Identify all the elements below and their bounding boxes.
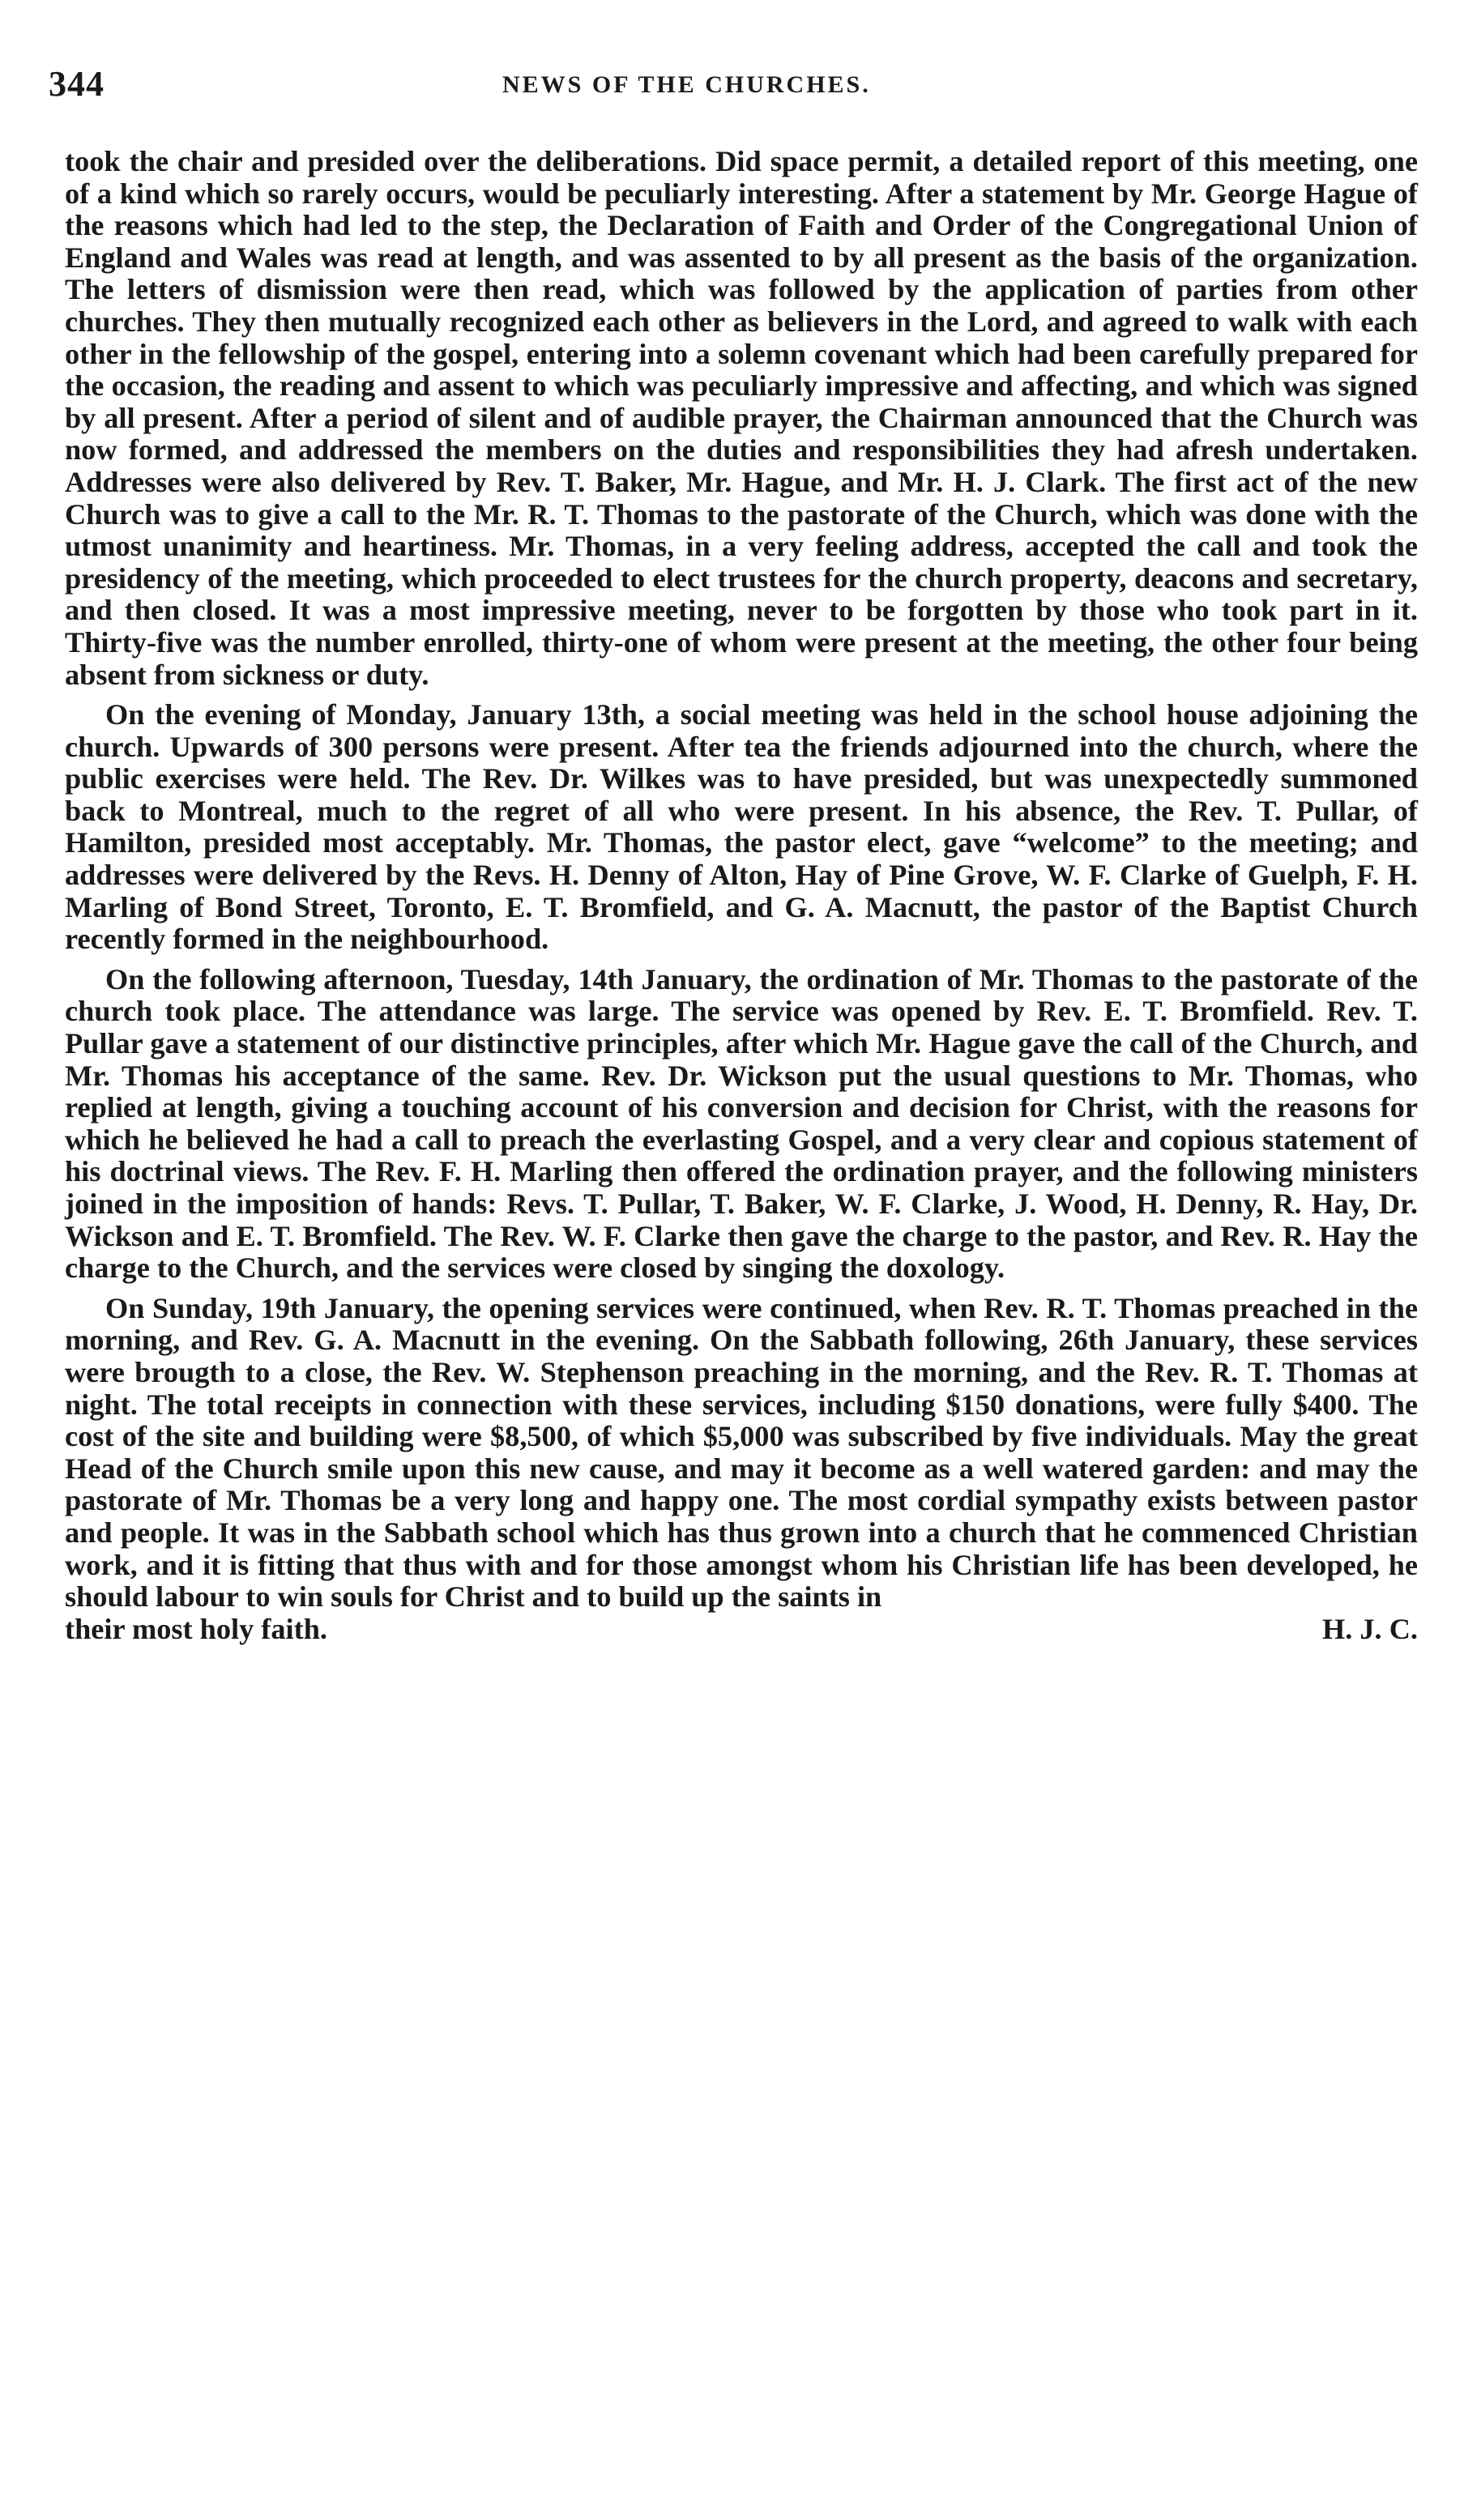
author-initials: H. J. C. xyxy=(1322,1612,1418,1645)
paragraph-2: On the evening of Monday, January 13th, a social meeting was held in the school house adjoining the church. Upwards of 300 persons were present. After tea the friends adjourned into the church, where the public exercises were held. The Rev. Dr. Wilkes was to have presided, but was unexpectedly summoned back to Montreal, much to the regret of all who were present. In his absence, the Rev. T. Pullar, of Hamilton, presided most acceptably. Mr. Thomas, the pastor elect, gave “welcome” to the meeting; and addresses were delivered by the Revs. H. Denny of Alton, Hay of Pine Grove, W. F. Clarke of Guelph, F. H. Marling of Bond Street, Toronto, E. T. Bromfield, and G. A. Macnutt, the pastor of the Baptist Church recently formed in the neighbourhood. xyxy=(65,698,1418,956)
article-body xyxy=(65,146,1418,1645)
running-title: NEWS OF THE CHURCHES. xyxy=(502,71,871,98)
page-number: 344 xyxy=(49,64,105,104)
page-header xyxy=(49,63,1426,112)
paragraph-4: On Sunday, 19th January, the opening services were continued, when Rev. R. T. Thomas preached in the morning, and Rev. G. A. Macnutt in the evening. On the Sabbath following, 26th January, these services were brougth to a close, the Rev. W. Stephenson preaching in the morning, and the Rev. R. T. Thomas at night. The total receipts in connection with these services, including $150 donations, were fully $400. The cost of the site and building were $8,500, of which $5,000 was subscribed by five individuals. May the great Head of the Church smile upon this new cause, and may it become as a well watered garden: and may the pastorate of Mr. Thomas be a very long and happy one. The most cordial sympathy exists between pastor and people. It was in the Sabbath school which has thus grown into a church that he commenced Christian work, and it is fitting that thus with and for those amongst whom his Christian life has been developed, he should labour to win souls for Christ and to build up the saints in xyxy=(65,1291,1418,1614)
signature-line xyxy=(65,1614,1418,1646)
closing-line: their most holy faith. xyxy=(65,1612,327,1645)
paragraph-3: On the following afternoon, Tuesday, 14th January, the ordination of Mr. Thomas to the pastorate of the church took place. The attendance was large. The service was opened by Rev. E. T. Bromfield. Rev. T. Pullar gave a statement of our distinctive principles, after which Mr. Hague gave the call of the Church, and Mr. Thomas his acceptance of the same. Rev. Dr. Wickson put the usual questions to Mr. Thomas, who replied at length, giving a touching account of his conversion and decision for Christ, with the reasons for which he believed he had a call to preach the everlasting Gospel, and a very clear and copious statement of his doctrinal views. The Rev. F. H. Marling then offered the ordination prayer, and the following ministers joined in the imposition of hands: Revs. T. Pullar, T. Baker, W. F. Clarke, J. Wood, H. Denny, R. Hay, Dr. Wickson and E. T. Bromfield. The Rev. W. F. Clarke then gave the charge to the pastor, and Rev. R. Hay the charge to the Church, and the services were closed by singing the doxology. xyxy=(65,962,1418,1285)
paragraph-1: took the chair and presided over the deliberations. Did space permit, a detailed report of this meeting, one of a kind which so rarely occurs, would be peculiarly interesting. After a statement by Mr. George Hague of the reasons which had led to the step, the Declaration of Faith and Order of the Congregational Union of England and Wales was read at length, and was assented to by all present as the basis of the organization. The letters of dismission were then read, which was followed by the application of parties from other churches. They then mutually recognized each other as believers in the Lord, and agreed to walk with each other in the fellowship of the gospel, entering into a solemn covenant which had been carefully prepared for the occasion, the reading and assent to which was peculiarly impressive and affecting, and which was signed by all present. After a period of silent and of audible prayer, the Chairman announced that the Church was now formed, and addressed the members on the duties and responsibilities they had afresh undertaken. Addresses were also delivered by Rev. T. Baker, Mr. Hague, and Mr. H. J. Clark. The first act of the new Church was to give a call to the Mr. R. T. Thomas to the pastorate of the Church, which was done with the utmost unanimity and heartiness. Mr. Thomas, in a very feeling address, accepted the call and took the presidency of the meeting, which proceeded to elect trustees for the church property, deacons and secretary, and then closed. It was a most impressive meeting, never to be forgotten by those who took part in it. Thirty-five was the number enrolled, thirty-one of whom were present at the meeting, the other four being absent from sickness or duty. xyxy=(65,145,1418,691)
